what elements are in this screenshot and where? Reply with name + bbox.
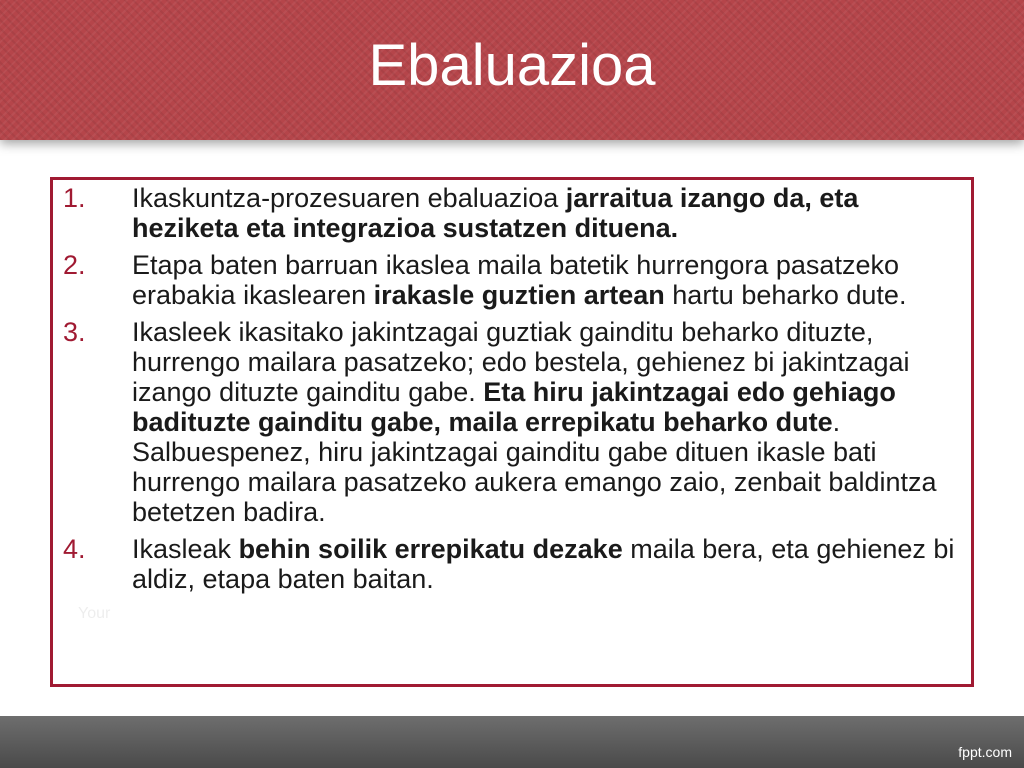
footer-bar bbox=[0, 716, 1024, 768]
emphasis-text: Eta hiru jakintzagai edo gehiago badituzte gainditu gabe, maila errepikatu beharko dute bbox=[132, 377, 896, 437]
list-item bbox=[53, 183, 971, 243]
list-item-number: 1. bbox=[63, 183, 86, 213]
text-run: Ikasleek ikasitako jakintzagai guztiak gainditu beharko dituzte, hurrengo mailara pasatzeko; edo bestela, gehienez bi jakintzagai izango dituzte gainditu gabe. bbox=[132, 317, 910, 407]
list-item-number: 4. bbox=[63, 534, 86, 564]
list-item-text bbox=[132, 250, 962, 310]
list-item bbox=[53, 250, 971, 310]
watermark-text: Your bbox=[78, 605, 111, 622]
list-item-text bbox=[132, 317, 962, 527]
content-box bbox=[50, 177, 974, 687]
text-run: Etapa baten barruan ikaslea maila batetik hurrengora pasatzeko erabakia ikaslearen bbox=[132, 250, 899, 310]
text-run: . Salbuespenez, hiru jakintzagai gainditu gabe dituen ikasle bati hurrengo mailara pasatzeko aukera emango zaio, zenbait baldintza betetzen badira. bbox=[132, 407, 937, 527]
list-item bbox=[53, 534, 971, 594]
slide-title: Ebaluazioa bbox=[368, 33, 656, 98]
emphasis-text: behin soilik errepikatu dezake bbox=[238, 534, 623, 564]
text-run: maila bera, eta gehienez bi aldiz, etapa baten baitan. bbox=[132, 534, 955, 594]
list-item-number: 2. bbox=[63, 250, 86, 280]
list-item bbox=[53, 317, 971, 527]
emphasis-text: irakasle guztien artean bbox=[373, 280, 665, 310]
title-banner bbox=[0, 0, 1024, 140]
numbered-list bbox=[53, 183, 971, 601]
text-run: Ikasleak bbox=[132, 534, 239, 564]
list-item-text bbox=[132, 534, 962, 594]
footer-link[interactable]: fppt.com bbox=[958, 744, 1012, 760]
list-item-number: 3. bbox=[63, 317, 86, 347]
text-run: Ikaskuntza-prozesuaren ebaluazioa bbox=[132, 183, 566, 213]
list-item-text bbox=[132, 183, 962, 243]
emphasis-text: jarraitua izango da, eta heziketa eta integrazioa sustatzen dituena. bbox=[132, 183, 859, 243]
text-run: hartu beharko dute. bbox=[664, 280, 907, 310]
